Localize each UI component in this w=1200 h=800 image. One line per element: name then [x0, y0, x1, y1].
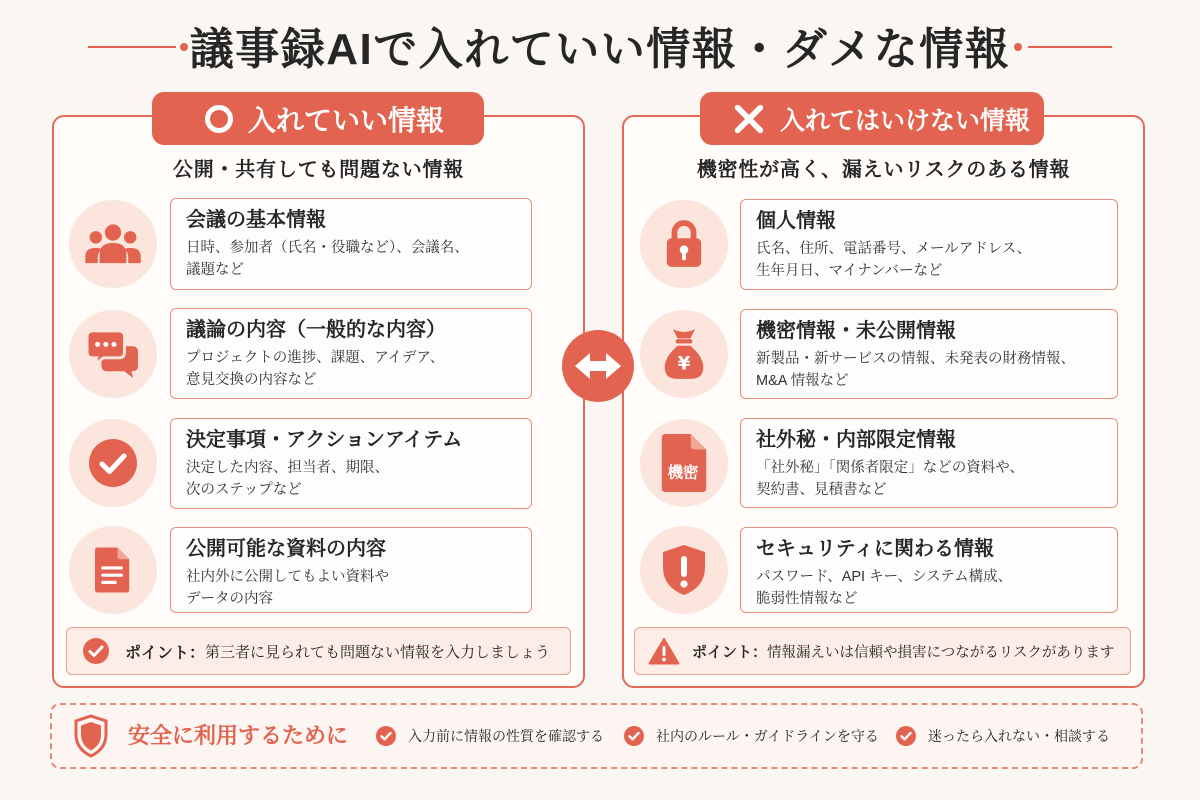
card-description-line: 次のステップなど — [186, 482, 302, 498]
card-description-line: 新製品・新サービスの情報、未発表の財務情報、 — [756, 351, 1075, 367]
cross-icon — [732, 102, 766, 136]
card-description-line: パスワード、API キー、システム構成、 — [756, 569, 1013, 585]
lock-icon — [663, 219, 705, 269]
card-description-line: 社内外に公開してもよい資料や — [186, 569, 389, 585]
card-description-line: 氏名、住所、電話番号、メールアドレス、 — [756, 241, 1032, 257]
safety-tips-box — [50, 703, 1143, 769]
card-description — [756, 238, 1107, 282]
check-circle-icon — [87, 437, 139, 489]
forbidden-header-label: 入れてはいけない情報 — [779, 106, 1030, 135]
point-text: 情報漏えいは信頼や損害につながるリスクがあります — [767, 644, 1115, 661]
card-description — [186, 566, 521, 610]
card-title: 機密情報・未公開情報 — [756, 320, 956, 342]
card-description — [186, 457, 521, 501]
icon-circle — [640, 200, 728, 288]
card-description-line: 生年月日、マイナンバーなど — [756, 263, 943, 279]
icon-circle — [69, 310, 157, 398]
card-title: 決定事項・アクションアイテム — [186, 429, 463, 451]
page-title: 議事録AIで入れていい情報・ダメな情報 — [189, 25, 1011, 74]
forbidden-item-card — [740, 527, 1118, 613]
forbidden-item-card — [740, 309, 1118, 399]
shield-icon — [74, 714, 108, 758]
allowed-item-card — [170, 418, 532, 509]
card-description-line: データの内容 — [186, 591, 273, 607]
card-description-line: 契約書、見積書など — [756, 482, 887, 498]
confidential-document-icon — [661, 434, 707, 492]
safety-tip-text: 迷ったら入れない・相談する — [928, 728, 1110, 744]
card-description-line: プロジェクトの進捗、課題、アイデア、 — [186, 350, 445, 366]
money-bag-symbol: ¥ — [677, 353, 691, 375]
warning-triangle-icon — [648, 637, 680, 665]
point-label: ポイント： — [692, 643, 768, 661]
card-description — [186, 237, 521, 281]
check-circle-icon — [624, 726, 644, 746]
safety-tip — [376, 705, 604, 767]
document-icon — [95, 547, 131, 593]
safety-tip — [624, 705, 879, 767]
forbidden-header-tab — [700, 92, 1044, 145]
title-deco-line-right — [1028, 46, 1112, 48]
check-circle-icon — [376, 726, 396, 746]
forbidden-subtitle: 機密性が高く、漏えいリスクのある情報 — [696, 159, 1071, 181]
card-title: 議論の内容（一般的な内容） — [186, 319, 446, 341]
money-bag-icon — [661, 327, 707, 381]
card-description-line: 意見交換の内容など — [186, 372, 317, 388]
forbidden-item-card — [740, 418, 1118, 508]
forbidden-item-card — [740, 199, 1118, 290]
check-circle-icon — [82, 637, 110, 665]
icon-circle — [640, 419, 728, 507]
card-description-line: 「社外秘」「関係者限定」などの資料や、 — [756, 460, 1024, 476]
people-group-icon — [84, 223, 142, 265]
card-description-line: 議題など — [186, 262, 244, 278]
confidential-label: 機密 — [667, 463, 699, 482]
card-description-line: 脆弱性情報など — [756, 591, 858, 607]
card-description-line: 日時、参加者（氏名・役職など）、会議名、 — [186, 240, 469, 256]
card-title: セキュリティに関わる情報 — [756, 538, 994, 560]
safety-title: 安全に利用するために — [128, 723, 349, 748]
card-title: 社外秘・内部限定情報 — [756, 429, 956, 451]
icon-circle — [640, 526, 728, 614]
icon-circle — [640, 310, 728, 398]
allowed-subtitle: 公開・共有しても問題ない情報 — [172, 159, 465, 181]
point-text: 第三者に見られても問題ない情報を入力しましょう — [205, 643, 551, 661]
allowed-header-tab — [152, 92, 484, 145]
safety-tip-text: 入力前に情報の性質を確認する — [408, 728, 604, 744]
icon-circle — [69, 200, 157, 288]
card-title: 個人情報 — [756, 210, 836, 232]
allowed-item-card — [170, 527, 532, 613]
allowed-point-box — [66, 627, 571, 675]
allowed-item-card — [170, 198, 532, 290]
point-label: ポイント： — [125, 644, 206, 662]
title-deco-dot-right — [1014, 43, 1022, 51]
chat-bubbles-icon — [86, 329, 140, 379]
circle-icon — [204, 104, 234, 134]
icon-circle — [69, 526, 157, 614]
card-title: 公開可能な資料の内容 — [186, 538, 386, 560]
card-description-line: 決定した内容、担当者、期限、 — [186, 460, 389, 476]
card-title: 会議の基本情報 — [186, 209, 326, 231]
shield-alert-icon — [661, 543, 707, 597]
forbidden-point-box — [634, 627, 1131, 675]
icon-circle — [69, 419, 157, 507]
allowed-header-label: 入れていい情報 — [247, 104, 444, 136]
card-description — [186, 347, 521, 391]
allowed-item-card — [170, 308, 532, 399]
safety-tip-text: 社内のルール・ガイドラインを守る — [656, 728, 879, 744]
center-arrow — [562, 330, 634, 402]
check-circle-icon — [896, 726, 916, 746]
card-description — [756, 457, 1107, 501]
card-description — [756, 566, 1107, 610]
card-description — [756, 348, 1107, 392]
safety-tip — [896, 705, 1110, 767]
card-description-line: M&A 情報など — [756, 373, 849, 389]
double-arrow-icon — [573, 351, 623, 381]
